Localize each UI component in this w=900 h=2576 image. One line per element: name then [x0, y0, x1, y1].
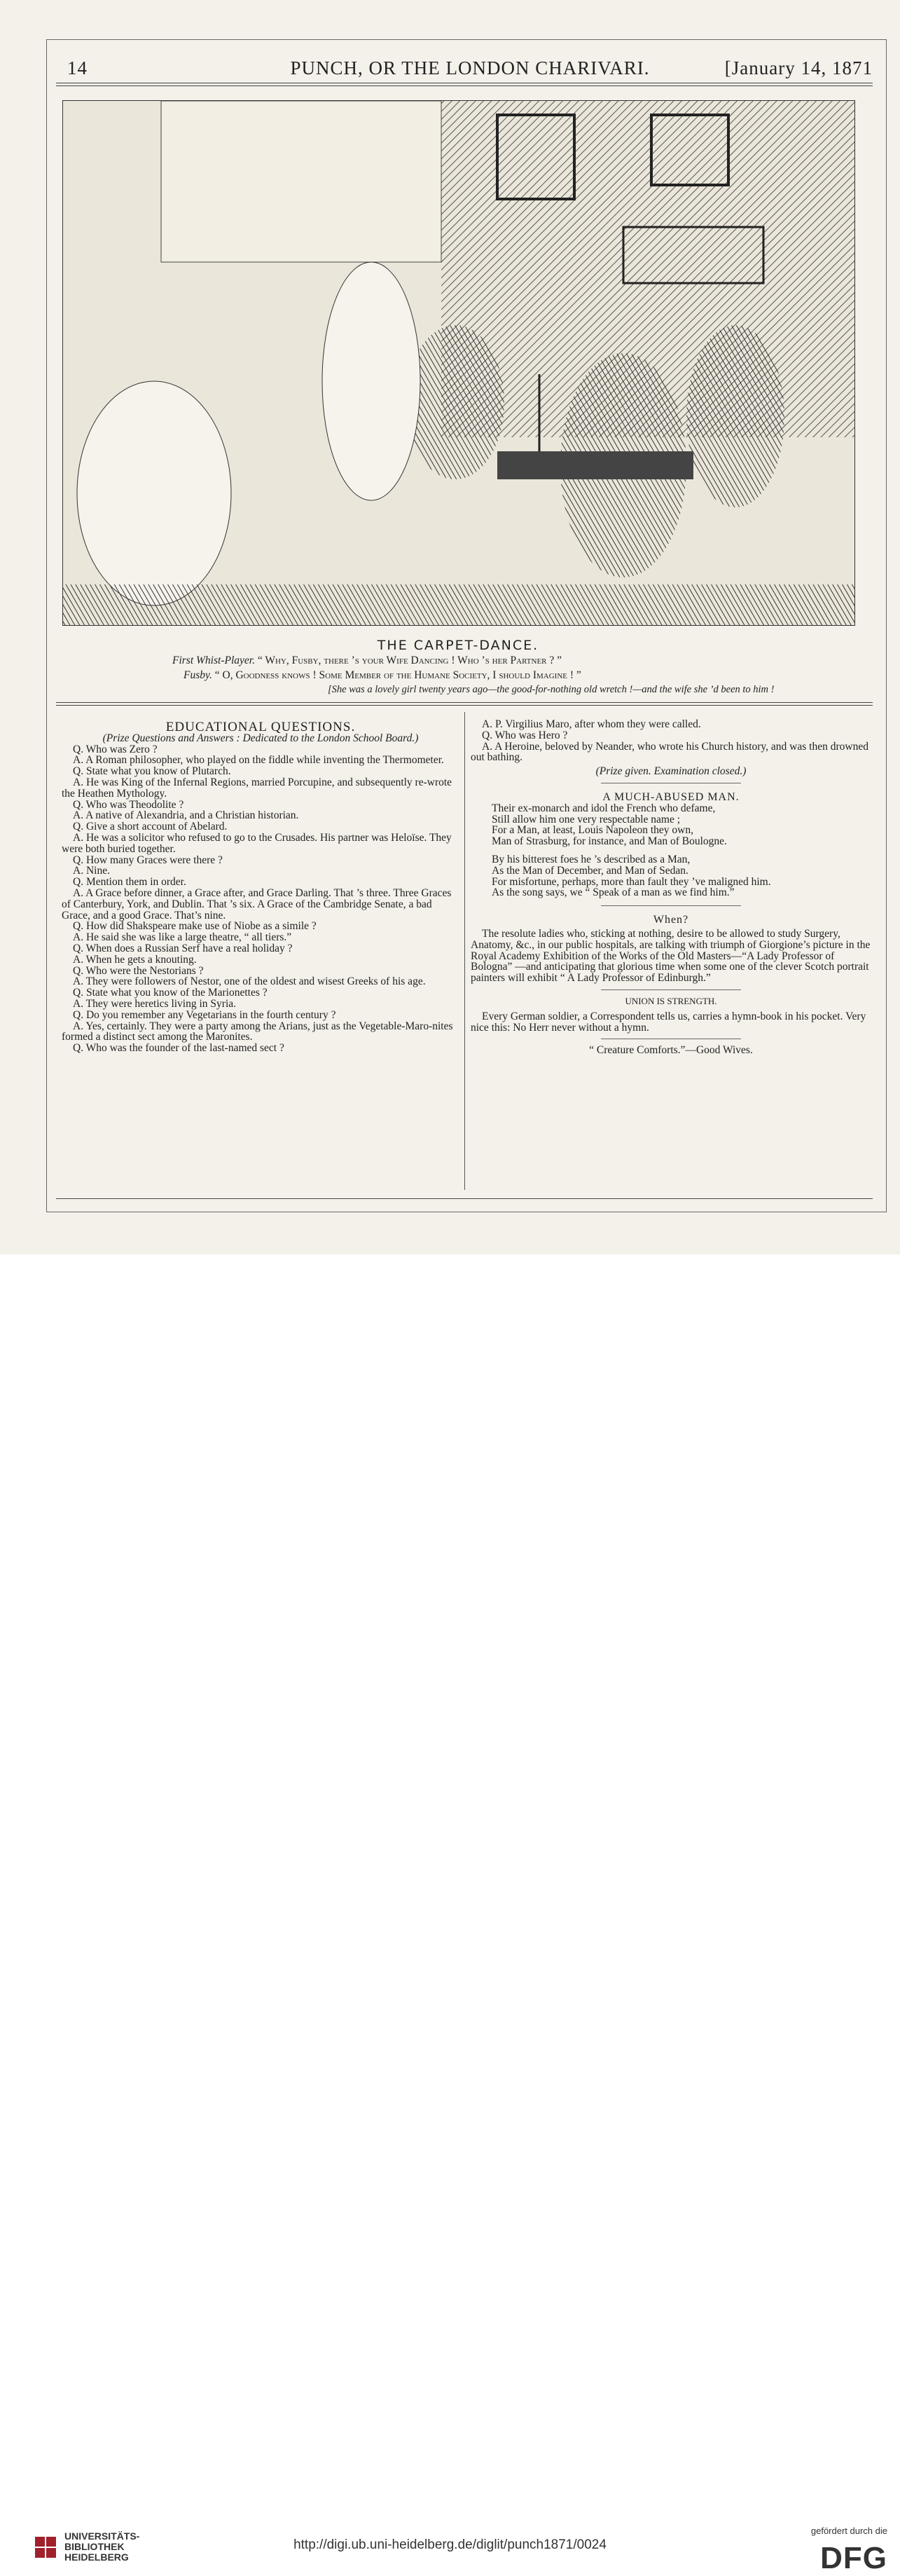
section-divider	[601, 905, 741, 906]
speaker-name: First Whist-Player.	[172, 655, 255, 666]
newspaper-page	[0, 0, 900, 1254]
qa-line: Q. State what you know of the Marionettes ?	[73, 987, 268, 999]
qa-line: A. A Heroine, beloved by Neander, who wrote his Church history, and was then drowned out bathing.	[471, 740, 868, 764]
poem-stanza	[492, 803, 871, 847]
seated-player	[686, 325, 784, 507]
dancing-lady	[322, 262, 420, 500]
section-rule-double	[56, 705, 873, 706]
poem-line: As the song says, we “ Speak of a man as we find him.”	[492, 886, 735, 899]
card-table	[497, 451, 693, 479]
publication-title: PUNCH, OR THE LONDON CHARIVARI.	[290, 57, 650, 78]
article-body: The resolute ladies who, sticking at nothing, desire to be allowed to study Surgery, Anatomy, &c., in our public hospitals, are talking with triumph of Giorgione’s picture in the Royal Academy Exhibition of the Works of the Old Masters—“A Lady Professor of Bologna” —and anticipating that glorious time when some one of the clever Scotch portrait painters will exhibit “ A Lady Professor of Edinburgh.”	[471, 927, 871, 985]
library-name: UNIVERSITÄTS- BIBLIOTHEK HEIDELBERG	[64, 2530, 140, 2563]
left-column	[62, 722, 459, 1054]
poem-line: For a Man, at least, Louis Napoleon they own,	[492, 824, 693, 837]
poem-line: Man of Strasburg, for instance, and Man of Boulogne.	[492, 835, 727, 848]
seated-player	[406, 325, 504, 479]
cartoon-illustration	[62, 100, 855, 626]
speaker-name: Fusby.	[184, 669, 212, 681]
speech-text: “ Why, Fusby, there ’s your Wife Dancing ! Who ’s her Partner ? ”	[257, 655, 562, 666]
qa-line: Q. How did Shakspeare make use of Niobe as a simile ?	[73, 920, 317, 933]
poem-line: Still allow him one very respectable name ;	[492, 813, 681, 825]
article-heading: UNION IS STRENGTH.	[625, 995, 717, 1006]
qa-line: A. A Roman philosopher, who played on the fiddle while inventing the Thermometer.	[73, 754, 444, 767]
funding-note: gefördert durch die	[810, 2526, 887, 2536]
article-body: Every German soldier, a Correspondent tells us, carries a hymn-book in his pocket. Very nice this: No Herr never without a hymn.	[471, 1010, 866, 1034]
qa-line: A. When he gets a knouting.	[73, 953, 197, 966]
poem-line: For misfortune, perhaps, more than fault they ’ve maligned him.	[492, 875, 771, 888]
qa-line: A. Yes, certainly. They were a party among the Arians, just as the Vegetable-Maro-nites formed a distinct sect among the Maronites.	[62, 1020, 453, 1043]
qa-line: Q. How many Graces were there ?	[73, 854, 223, 866]
qa-line: A. Nine.	[73, 865, 110, 877]
prize-note: (Prize given. Examination closed.)	[595, 765, 747, 778]
qa-line: Q. Who was Zero ?	[73, 743, 158, 755]
qa-line: Q. Who was the founder of the last-named sect ?	[73, 1042, 284, 1055]
qa-line: A. They were followers of Nestor, one of the oldest and wisest Greeks of his age.	[73, 975, 426, 988]
issue-date: [January 14, 1871	[724, 57, 873, 78]
closing-quip: “ Creature Comforts.”—Good Wives.	[589, 1044, 753, 1057]
column-divider	[464, 712, 465, 1190]
header-rule-double	[56, 85, 873, 86]
qa-line: Q. Who was Theodolite ?	[73, 798, 184, 811]
poem-line: As the Man of December, and Man of Sedan.	[492, 864, 688, 877]
article-heading: EDUCATIONAL QUESTIONS.	[165, 720, 356, 734]
cartoon-caption-line-1	[172, 655, 562, 667]
doorway	[161, 101, 441, 262]
page-number: 14	[67, 57, 88, 78]
section-rule	[56, 702, 873, 703]
right-column	[471, 719, 871, 1056]
poem-line: Their ex-monarch and idol the French who defame,	[492, 802, 716, 814]
qa-line: A. He said she was like a large theatre, “ all tiers.”	[73, 931, 292, 944]
qa-line: Q. State what you know of Plutarch.	[73, 765, 231, 778]
footer-rule	[56, 1198, 873, 1199]
dfg-logo: DFG	[820, 2541, 887, 2575]
page-header	[67, 57, 873, 81]
carpet	[63, 584, 854, 625]
seated-lady	[77, 381, 231, 605]
qa-line: Q. Do you remember any Vegetarians in the fourth century ?	[73, 1008, 336, 1021]
speech-text: “ O, Goodness knows ! Some Member of the Humane Society, I should Imagine ! ”	[214, 669, 581, 681]
qa-line: Q. Mention them in order.	[73, 876, 186, 889]
qa-line: A. He was a solicitor who refused to go to the Crusades. His partner was Heloïse. They were both buried together.	[62, 831, 452, 855]
poem-heading: A MUCH-ABUSED MAN.	[602, 790, 740, 803]
cartoon-caption-line-2	[184, 669, 581, 682]
qa-line: A. He was King of the Infernal Regions, married Porcupine, and subsequently re-wrote the Heathen Mythology.	[62, 776, 452, 800]
qa-line: Q. When does a Russian Serf have a real holiday ?	[73, 942, 293, 954]
cartoon-title: THE CARPET-DANCE.	[377, 638, 539, 653]
digitization-footer	[0, 1254, 900, 2575]
poem-stanza	[492, 854, 871, 898]
qa-line: A. A Grace before dinner, a Grace after, and Grace Darling. That ’s three. Three Graces of Canterbury, York, and Dublin. That ’s six. A Grace of the Cambridge Senate, a bad Grace, and a good Grace. That’s nine.	[62, 886, 452, 922]
cartoon-caption-line-3: [She was a lovely girl twenty years ago—the good-for-nothing old wretch !—and the wife she ’d been to him !	[328, 684, 775, 695]
article-subheading: (Prize Questions and Answers : Dedicated to the London School Board.)	[102, 732, 419, 744]
qa-line: A. P. Virgilius Maro, after whom they were called.	[482, 718, 701, 730]
qa-line: Q. Give a short account of Abelard.	[73, 821, 228, 833]
qa-line: Q. Who was Hero ?	[482, 729, 568, 741]
qa-line: A. They were heretics living in Syria.	[73, 997, 237, 1010]
qa-line: A. A native of Alexandria, and a Christian historian.	[73, 809, 299, 822]
section-divider	[601, 989, 741, 990]
poem-line: By his bitterest foes he ’s described as a Man,	[492, 853, 691, 865]
permalink-url[interactable]: http://digi.ub.uni-heidelberg.de/diglit/punch1871/0024	[293, 2537, 607, 2552]
qa-line: Q. Who were the Nestorians ?	[73, 964, 204, 977]
article-heading: When?	[653, 914, 689, 926]
